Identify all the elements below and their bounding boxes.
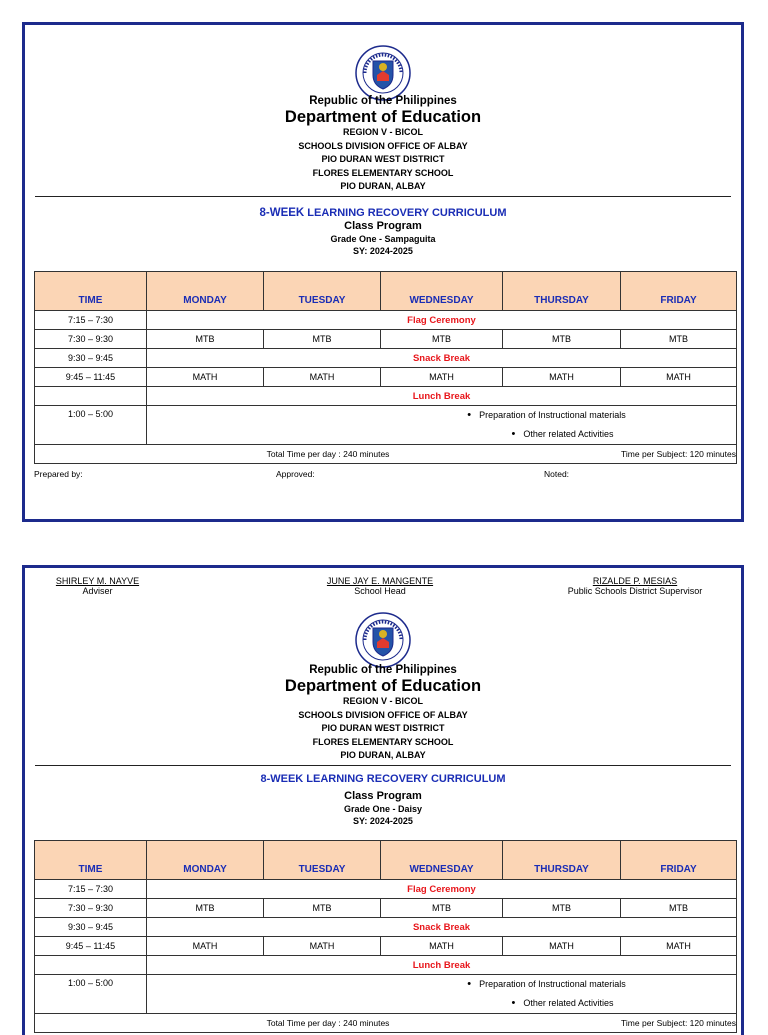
republic-line: Republic of the Philippines — [309, 95, 457, 107]
header-divider — [35, 196, 731, 197]
location-line: PIO DURAN, ALBAY — [340, 750, 426, 760]
subject-cell: MTB — [503, 899, 621, 918]
schedule-table — [34, 271, 737, 464]
col-wednesday: WEDNESDAY — [381, 272, 503, 311]
section-name: Grade One - Daisy — [343, 804, 423, 814]
curriculum-title: 8-WEEK LEARNING RECOVERY CURRICULUM — [260, 773, 506, 785]
division-line: SCHOOLS DIVISION OFFICE OF ALBAY — [298, 140, 468, 151]
subject-cell: MTB — [147, 899, 264, 918]
supervisor-block — [540, 576, 730, 596]
lunch-break-cell: Lunch Break — [147, 387, 737, 406]
col-friday: FRIDAY — [621, 841, 737, 880]
school-line: FLORES ELEMENTARY SCHOOL — [312, 167, 454, 178]
deped-seal-icon — [355, 612, 411, 668]
time-cell: 7:30 – 9:30 — [35, 899, 147, 918]
republic-line: Republic of the Philippines — [309, 664, 457, 676]
document-page-1 — [22, 22, 744, 522]
table-row — [35, 880, 737, 899]
afternoon-activities-cell — [147, 975, 737, 1014]
totals-row — [35, 1014, 737, 1033]
subject-cell: MTB — [147, 330, 264, 349]
table-row — [35, 330, 737, 349]
table-header-row — [35, 841, 737, 880]
total-time-label: Total Time per day : 240 minutes — [266, 449, 390, 459]
section-name: Grade One - Sampaguita — [330, 234, 436, 244]
subject-cell: MATH — [147, 368, 264, 387]
division-line: SCHOOLS DIVISION OFFICE OF ALBAY — [298, 709, 468, 720]
bullet-item: • Preparation of Instructional materials — [467, 409, 626, 421]
subject-cell: MATH — [264, 937, 381, 956]
bullet-text: Preparation of Instructional materials — [479, 979, 626, 989]
deped-seal-icon — [355, 45, 411, 101]
letterhead — [25, 94, 741, 194]
snack-break-cell: Snack Break — [147, 918, 737, 937]
curriculum-title-rest: LEARNING RECOVERY CURRICULUM — [304, 207, 507, 219]
adviser-name: SHIRLEY M. NAYVE — [55, 576, 140, 586]
schedule-table — [34, 840, 737, 1033]
school-year: SY: 2024-2025 — [353, 816, 413, 826]
curriculum-title-prefix: 8-WEEK — [259, 207, 305, 219]
table-row — [35, 349, 737, 368]
table-row — [35, 918, 737, 937]
subject-cell: MATH — [381, 368, 503, 387]
approved-label: Approved: — [276, 469, 315, 479]
col-tuesday: TUESDAY — [264, 841, 381, 880]
bullet-text: Other related Activities — [523, 429, 614, 439]
document-page-2 — [22, 565, 744, 1035]
subject-cell: MTB — [621, 899, 737, 918]
time-cell: 9:30 – 9:45 — [35, 918, 147, 937]
subject-cell: MATH — [503, 937, 621, 956]
subject-cell: MTB — [503, 330, 621, 349]
col-time: TIME — [35, 841, 147, 880]
school-head-title: School Head — [354, 586, 406, 596]
col-monday: MONDAY — [147, 272, 264, 311]
district-line: PIO DURAN WEST DISTRICT — [321, 723, 445, 733]
region-line: REGION V - BICOL — [342, 127, 423, 137]
col-thursday: THURSDAY — [503, 272, 621, 311]
col-monday: MONDAY — [147, 841, 264, 880]
table-row — [35, 975, 737, 1014]
time-cell — [35, 387, 147, 406]
supervisor-name: RIZALDE P. MESIAS — [592, 576, 678, 586]
subject-cell: MTB — [621, 330, 737, 349]
program-title-block — [25, 772, 741, 827]
col-thursday: THURSDAY — [503, 841, 621, 880]
flag-ceremony-cell: Flag Ceremony — [147, 311, 737, 330]
afternoon-activities-cell — [147, 406, 737, 445]
adviser-title: Adviser — [82, 586, 113, 596]
letterhead — [25, 663, 741, 763]
table-row — [35, 387, 737, 406]
time-per-subject-label: Time per Subject: 120 minutes — [621, 449, 736, 459]
location-line: PIO DURAN, ALBAY — [340, 181, 426, 191]
subject-cell: MTB — [381, 330, 503, 349]
col-wednesday: WEDNESDAY — [381, 841, 503, 880]
noted-label: Noted: — [544, 469, 570, 479]
bullet-item: • Preparation of Instructional materials — [467, 978, 626, 990]
time-cell: 9:45 – 11:45 — [35, 937, 147, 956]
col-tuesday: TUESDAY — [264, 272, 381, 311]
totals-row — [35, 445, 737, 464]
total-time-label: Total Time per day : 240 minutes — [266, 1018, 390, 1028]
time-cell — [35, 956, 147, 975]
time-per-subject-label: Time per Subject: 120 minutes — [621, 1018, 736, 1028]
curriculum-title — [25, 206, 741, 220]
school-year: SY: 2024-2025 — [353, 246, 413, 256]
table-header-row — [35, 272, 737, 311]
bullet-item: • Other related Activities — [511, 997, 614, 1009]
time-cell: 1:00 – 5:00 — [35, 406, 147, 445]
school-head-name: JUNE JAY E. MANGENTE — [326, 576, 434, 586]
class-program-title: Class Program — [344, 790, 422, 802]
bullet-item: • Other related Activities — [511, 428, 614, 440]
subject-cell: MATH — [503, 368, 621, 387]
totals-cell — [35, 445, 737, 464]
school-line: FLORES ELEMENTARY SCHOOL — [312, 736, 454, 747]
department-line: Department of Education — [284, 108, 482, 126]
table-row — [35, 899, 737, 918]
subject-cell: MATH — [621, 937, 737, 956]
department-line: Department of Education — [284, 677, 482, 695]
prepared-by-label: Prepared by: — [34, 469, 83, 479]
snack-break-cell: Snack Break — [147, 349, 737, 368]
table-row — [35, 956, 737, 975]
time-cell: 7:30 – 9:30 — [35, 330, 147, 349]
subject-cell: MATH — [381, 937, 503, 956]
table-row — [35, 368, 737, 387]
region-line: REGION V - BICOL — [342, 696, 423, 706]
subject-cell: MTB — [264, 899, 381, 918]
table-row — [35, 937, 737, 956]
table-row — [35, 406, 737, 445]
school-head-block — [295, 576, 465, 596]
flag-ceremony-cell: Flag Ceremony — [147, 880, 737, 899]
table-row — [35, 311, 737, 330]
totals-cell — [35, 1014, 737, 1033]
program-title-block — [25, 206, 741, 257]
subject-cell: MATH — [147, 937, 264, 956]
subject-cell: MATH — [621, 368, 737, 387]
time-cell: 1:00 – 5:00 — [35, 975, 147, 1014]
adviser-block — [25, 576, 170, 596]
subject-cell: MATH — [264, 368, 381, 387]
class-program-title: Class Program — [344, 220, 422, 232]
time-cell: 9:30 – 9:45 — [35, 349, 147, 368]
time-cell: 7:15 – 7:30 — [35, 880, 147, 899]
subject-cell: MTB — [381, 899, 503, 918]
district-line: PIO DURAN WEST DISTRICT — [321, 154, 445, 164]
lunch-break-cell: Lunch Break — [147, 956, 737, 975]
bullet-text: Other related Activities — [523, 998, 614, 1008]
col-friday: FRIDAY — [621, 272, 737, 311]
time-cell: 7:15 – 7:30 — [35, 311, 147, 330]
time-cell: 9:45 – 11:45 — [35, 368, 147, 387]
bullet-text: Preparation of Instructional materials — [479, 410, 626, 420]
supervisor-title: Public Schools District Supervisor — [567, 586, 703, 596]
header-divider — [35, 765, 731, 766]
col-time: TIME — [35, 272, 147, 311]
subject-cell: MTB — [264, 330, 381, 349]
